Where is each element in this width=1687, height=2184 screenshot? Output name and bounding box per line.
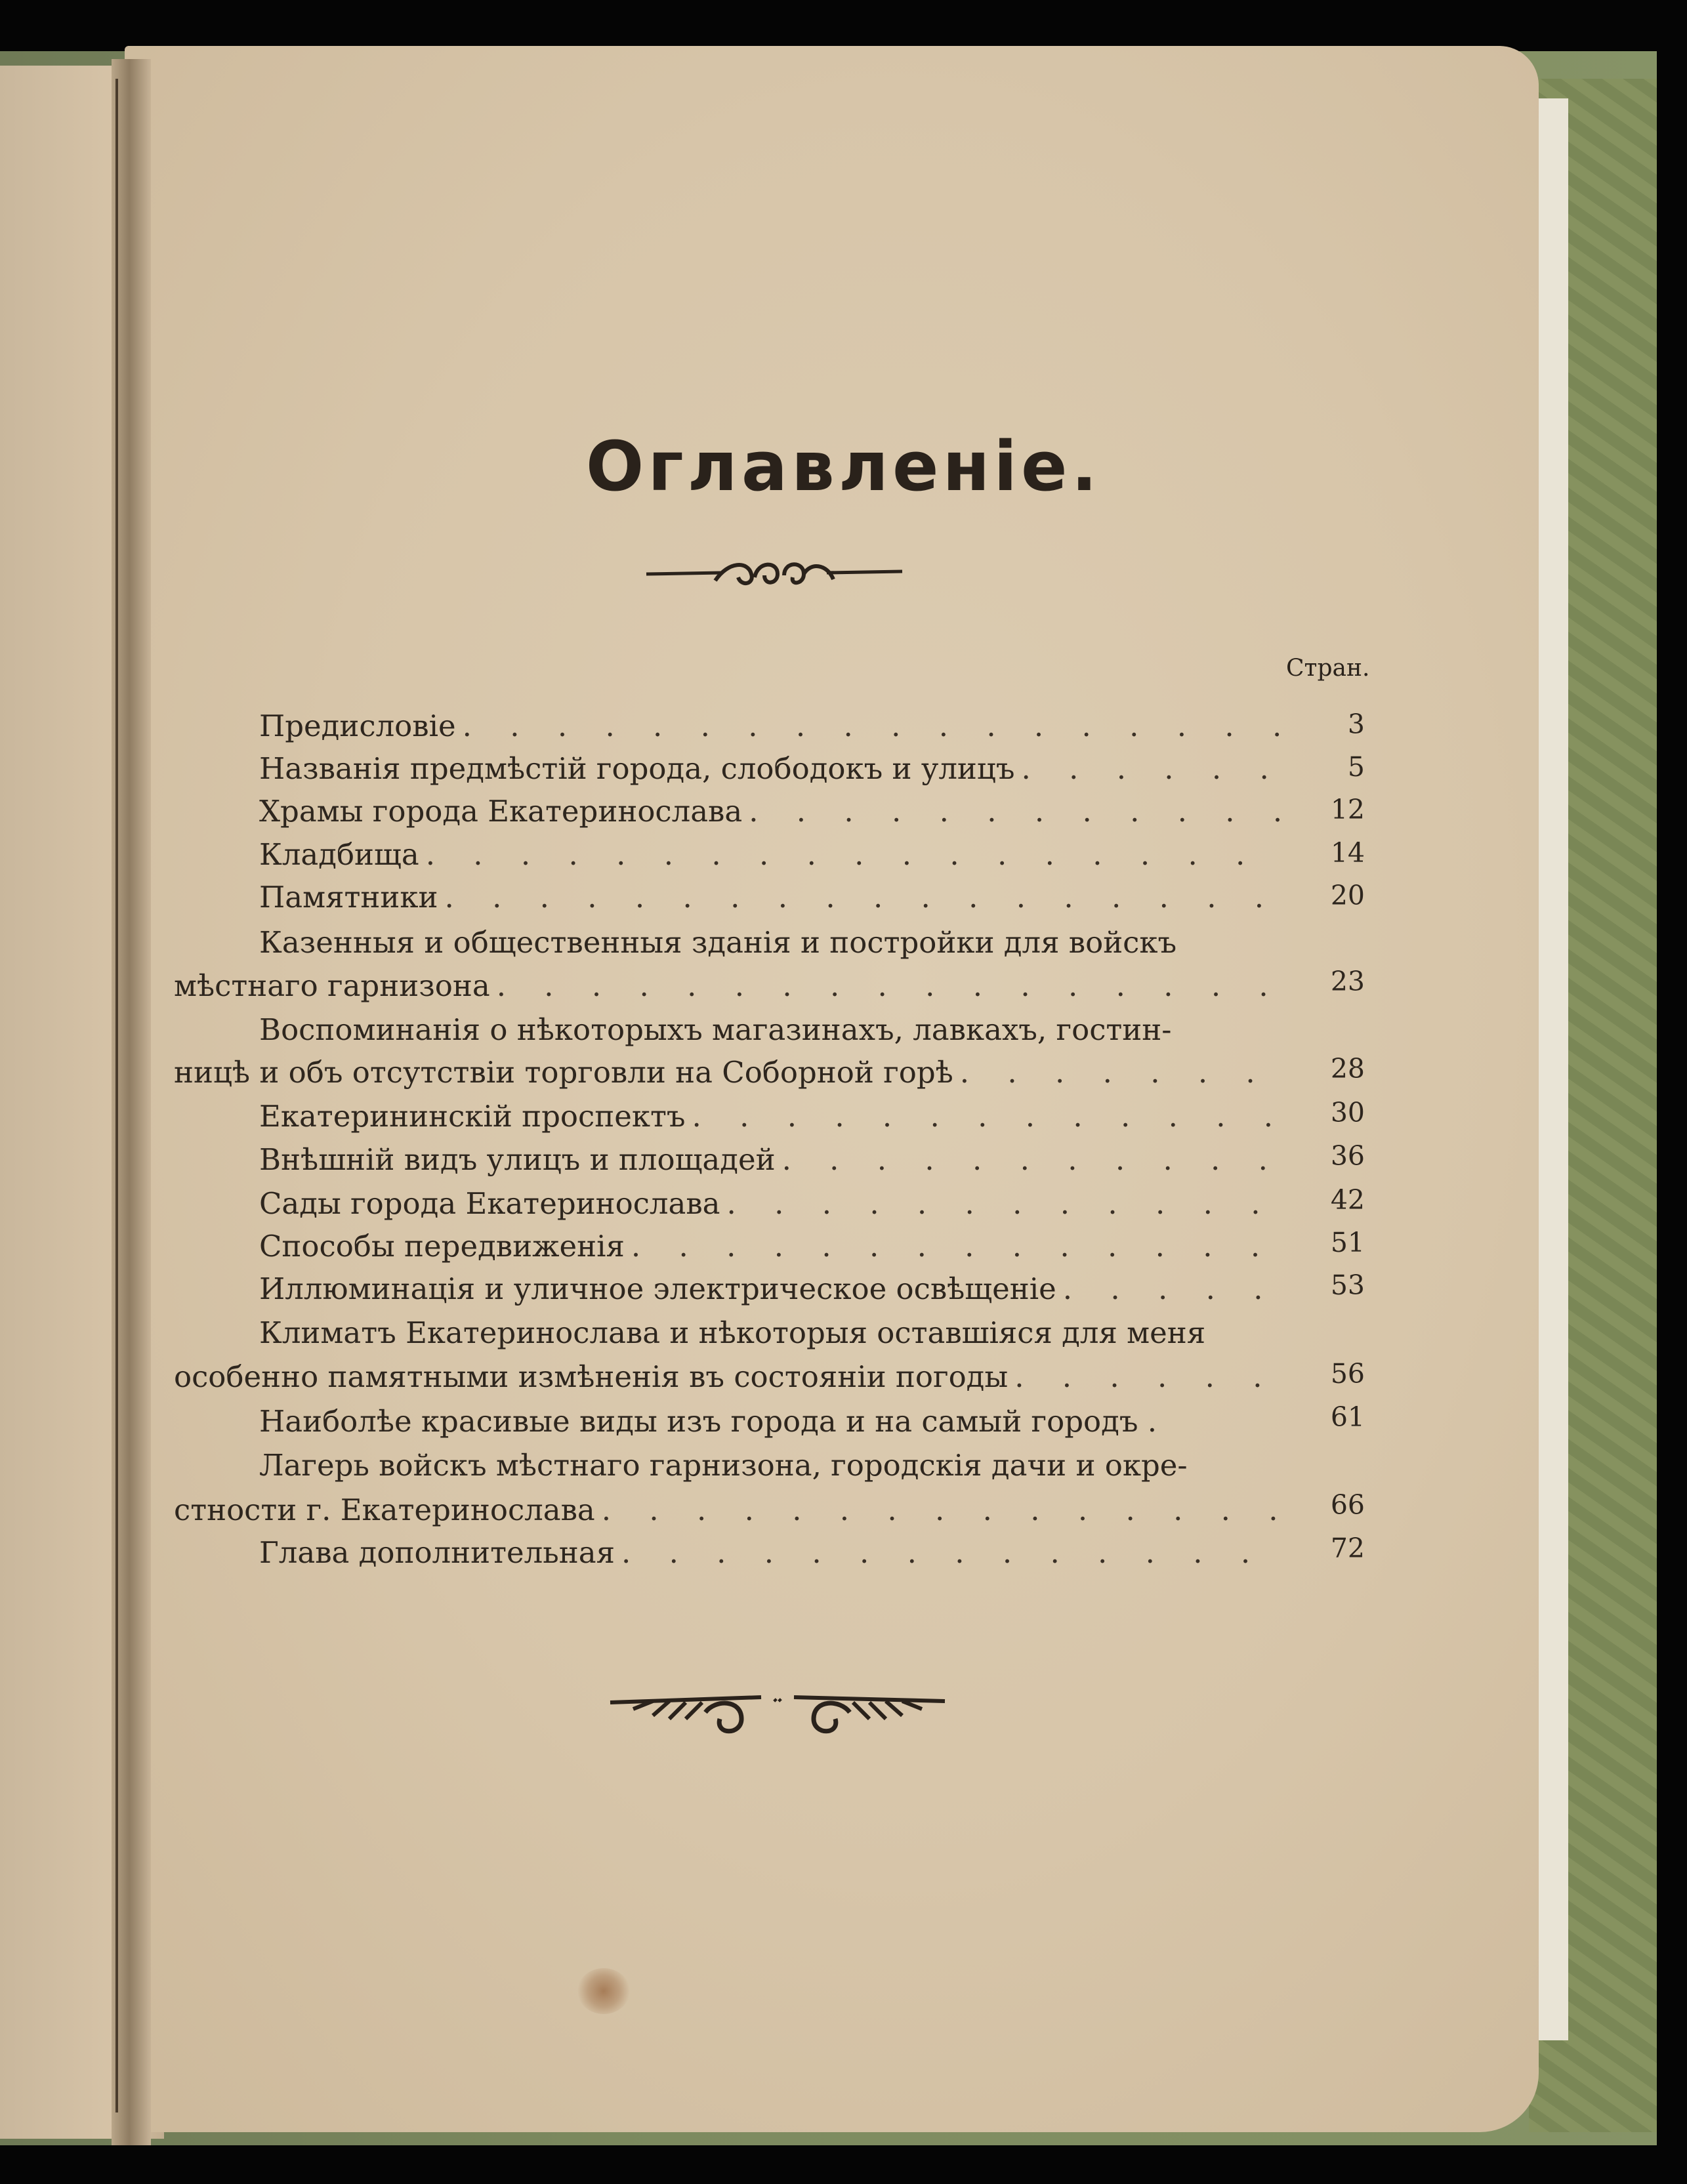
- toc-entry: [259, 751, 1289, 793]
- toc-entry-title-line2: стности г. Екатеринослава: [174, 1493, 595, 1527]
- toc-entry-title: Глава дополнительная: [259, 1535, 615, 1570]
- leader-dots: [463, 709, 1283, 743]
- leader-dots: [749, 794, 1283, 829]
- toc-entry-title-line2: мѣстнаго гарнизона: [174, 968, 490, 1003]
- toc-entry-title: Наиболѣе красивые виды изъ города и на самый городъ .: [259, 1404, 1157, 1439]
- toc-page-number: 36: [1330, 1140, 1365, 1172]
- toc-entry: [174, 968, 1289, 1010]
- leader-dots: [444, 880, 1283, 915]
- toc-page-number: 53: [1330, 1269, 1365, 1301]
- toc-entry-title: Кладбища: [259, 837, 419, 872]
- toc-entry: [259, 1271, 1289, 1313]
- leader-dots: [960, 1055, 1283, 1090]
- toc-page-number: 66: [1330, 1489, 1365, 1521]
- toc-entry: [259, 1186, 1289, 1228]
- toc-page-number: 72: [1330, 1533, 1365, 1564]
- toc-entry-title: Памятники: [259, 880, 438, 915]
- leader-dots: [426, 837, 1283, 872]
- toc-entry-title-line1: Казенныя и общественныя зданія и постройки для войскъ: [259, 925, 1177, 960]
- toc-page-number: 3: [1347, 709, 1365, 740]
- toc-entry-title: Способы передвиженія: [259, 1229, 625, 1264]
- leader-dots: [782, 1142, 1283, 1177]
- toc-page-number: 14: [1330, 837, 1365, 869]
- leader-dots: [1063, 1271, 1283, 1306]
- toc-entry-title: Екатерининскій проспектъ: [259, 1099, 686, 1134]
- toc-page-number: 20: [1330, 880, 1365, 911]
- toc-entry: [259, 880, 1289, 922]
- toc-entry: [174, 1055, 1289, 1097]
- toc-entry-title-line1: Климатъ Екатеринослава и нѣкоторыя оставшіяся для меня: [259, 1315, 1206, 1350]
- leader-dots: [727, 1186, 1283, 1221]
- toc-entry: [259, 1099, 1289, 1141]
- toc-page-number: 51: [1330, 1227, 1365, 1258]
- toc-entry-title: Названія предмѣстій города, слободокъ и улицъ: [259, 751, 1015, 786]
- toc-page-number: 61: [1330, 1401, 1365, 1433]
- toc-page-number: 30: [1330, 1097, 1365, 1128]
- leader-dots: [621, 1535, 1283, 1570]
- bottom-ornament: [607, 1689, 948, 1742]
- page-title: Оглавленіе.: [585, 426, 1102, 506]
- toc-entry: [259, 1142, 1289, 1184]
- toc-entry-title: Предисловіе: [259, 709, 456, 743]
- toc-page-number: 56: [1330, 1358, 1365, 1390]
- toc-entry-title: Внѣшній видъ улицъ и площадей: [259, 1142, 776, 1177]
- toc-page-number: 5: [1347, 751, 1365, 783]
- toc-entry-title: Иллюминація и уличное электрическое освѣщеніе: [259, 1271, 1056, 1306]
- leader-dots: [1014, 1359, 1283, 1394]
- toc-entry: [259, 1535, 1289, 1577]
- toc-page-number: 42: [1330, 1184, 1365, 1216]
- toc-entry: [174, 1493, 1289, 1535]
- toc-page-number: 28: [1330, 1053, 1365, 1084]
- toc-entry-title: Храмы города Екатеринослава: [259, 794, 743, 829]
- toc-entry-title-line2: ницѣ и объ отсутствіи торговли на Соборной горѣ: [174, 1055, 953, 1090]
- toc-entry: [259, 1229, 1289, 1271]
- leader-dots: [602, 1493, 1283, 1527]
- toc-entry: [259, 794, 1289, 836]
- leader-dots: [631, 1229, 1283, 1264]
- toc-entry-title: Сады города Екатеринослава: [259, 1186, 720, 1221]
- page-column-label: Стран.: [1286, 655, 1370, 682]
- leader-dots: [497, 968, 1283, 1003]
- toc-page-number: 12: [1330, 794, 1365, 825]
- toc-entry-title-line1: Лагерь войскъ мѣстнаго гарнизона, городскія дачи и окре-: [259, 1448, 1188, 1483]
- toc-entry: [259, 837, 1289, 879]
- toc-page-number: 23: [1330, 966, 1365, 997]
- leader-dots: [1021, 751, 1283, 786]
- leader-dots: [692, 1099, 1283, 1134]
- toc-entry: [259, 709, 1289, 751]
- toc-entry-title-line1: Воспоминанія о нѣкоторыхъ магазинахъ, лавкахъ, гостин-: [259, 1012, 1172, 1047]
- toc-entry: [174, 1359, 1289, 1401]
- toc-entry-title-line2: особенно памятными измѣненія въ состояніи погоды: [174, 1359, 1009, 1394]
